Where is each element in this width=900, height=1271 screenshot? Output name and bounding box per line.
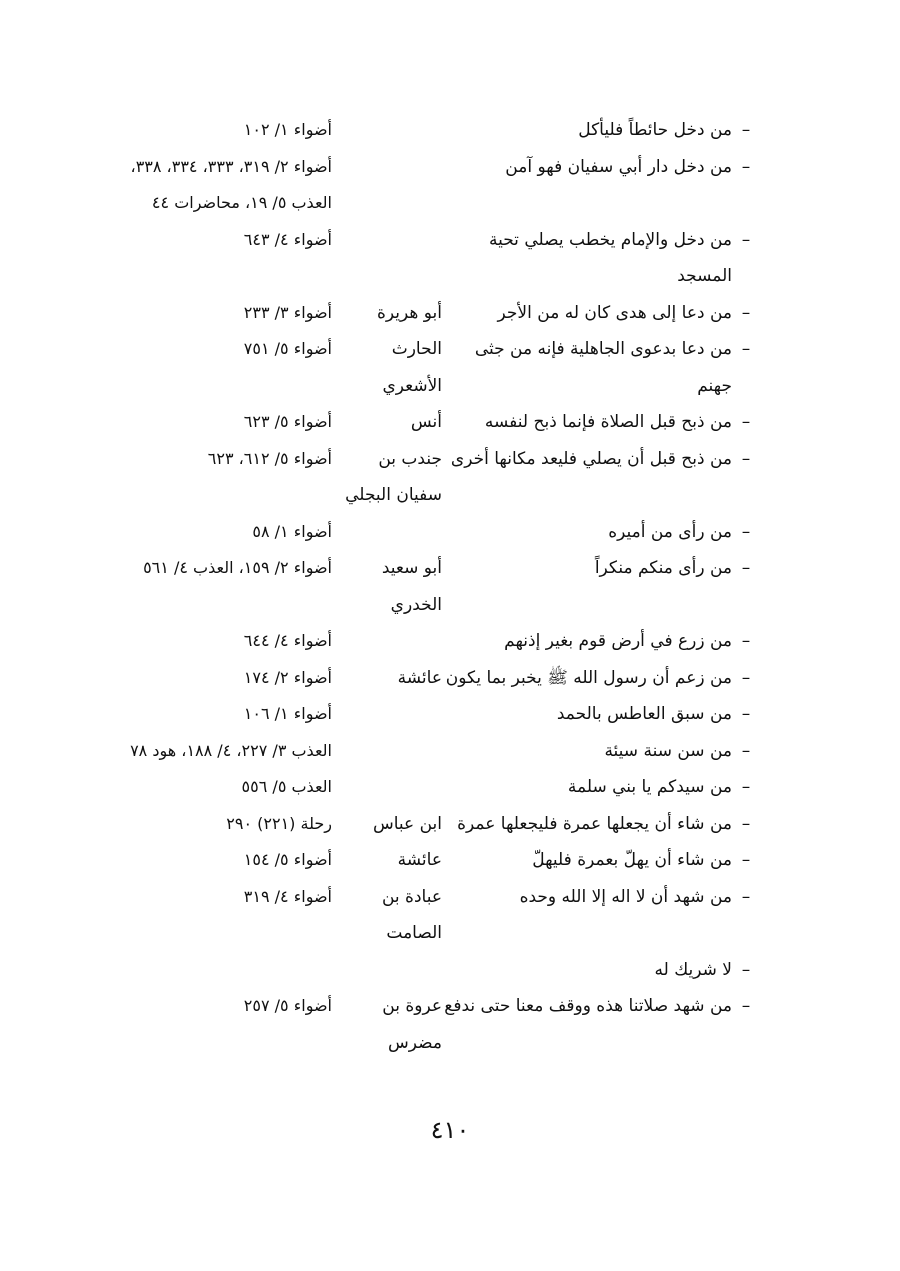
narrator: جندب بن سفيان البجلي [345, 448, 442, 505]
list-item [120, 806, 760, 843]
hadith-text: من سن سنة سيئة [604, 740, 732, 761]
hadith-text: من سيدكم يا بني سلمة [567, 777, 732, 797]
reference: أضواء ٣/ ٢٣٣ [243, 302, 332, 322]
list-item [120, 988, 760, 1061]
hadith-text: من دخل والإمام يخطب يصلي تحية المسجد [488, 229, 732, 286]
hadith-text: من شهد صلاتنا هذه ووقف معنا حتى ندفع [444, 996, 732, 1016]
list-item [120, 514, 760, 551]
list-item [120, 769, 760, 806]
reference: أضواء ٤/ ٦٤٣ [243, 229, 332, 249]
list-item [120, 623, 760, 660]
list-item [120, 733, 760, 770]
narrator: عائشة [397, 667, 442, 688]
list-item [120, 696, 760, 733]
reference: العذب ٣/ ٢٢٧، ٤/ ١٨٨، هود ٧٨ [130, 740, 332, 760]
entry-dash: – [741, 302, 751, 323]
entry-dash: – [741, 704, 751, 724]
reference: أضواء ٤/ ٣١٩ [243, 886, 332, 906]
hadith-text: من ذبح قبل الصلاة فإنما ذبح لنفسه [484, 412, 732, 432]
hadith-text: لا شريك له [654, 959, 732, 980]
list-item [120, 112, 760, 149]
entry-dash: – [741, 996, 751, 1016]
entry-dash: – [741, 412, 751, 432]
hadith-text: من دعا إلى هدى كان له من الأجر [497, 302, 732, 323]
entry-dash: – [741, 813, 751, 834]
narrator: عروة بن مضرس [382, 996, 442, 1053]
hadith-text: من زرع في أرض قوم بغير إذنهم [504, 631, 732, 651]
entry-dash: – [741, 667, 751, 688]
narrator: أبو سعيد الخدري [381, 558, 442, 615]
list-item [120, 441, 760, 514]
list-item [120, 295, 760, 332]
hadith-text: من دخل حائطاً فليأكل [578, 120, 732, 140]
reference: أضواء ٥/ ٦٢٣ [243, 412, 332, 431]
hadith-text: من شاء أن يهلّ بعمرة فليهلّ [532, 850, 732, 870]
page-number: ٤١٠ [430, 1116, 470, 1144]
reference: أضواء ٥/ ٢٥٧ [243, 996, 332, 1015]
entry-dash: – [741, 850, 751, 870]
narrator: عائشة [397, 850, 442, 870]
reference: رحلة (٢٢١) ٢٩٠ [226, 813, 332, 833]
entry-dash: – [741, 740, 751, 761]
list-item [120, 842, 760, 879]
list-item [120, 879, 760, 952]
entry-dash: – [741, 156, 751, 177]
entry-dash: – [741, 521, 751, 542]
entry-dash: – [741, 120, 751, 140]
reference: أضواء ٥/ ٦١٢، ٦٢٣ [207, 448, 332, 468]
reference: أضواء ٤/ ٦٤٤ [243, 631, 332, 650]
entry-dash: – [741, 631, 751, 651]
entry-dash: – [741, 339, 751, 359]
hadith-text: من ذبح قبل أن يصلي فليعد مكانها أخرى [450, 448, 732, 469]
reference: العذب ٥/ ٥٥٦ [241, 777, 332, 796]
entry-dash: – [741, 558, 751, 578]
list-item [120, 404, 760, 441]
hadith-text: من دعا بدعوى الجاهلية فإنه من جثى جهنم [474, 339, 732, 396]
reference: أضواء ٥/ ٧٥١ [243, 339, 332, 358]
reference: أضواء ٢/ ١٧٤ [243, 667, 332, 687]
hadith-text: من شهد أن لا اله إلا الله وحده [519, 886, 732, 907]
hadith-text: من سبق العاطس بالحمد [556, 704, 732, 724]
reference: أضواء ١/ ١٠٢ [243, 120, 332, 139]
hadith-text: من رأى منكم منكراً [594, 558, 732, 578]
list-item [120, 952, 760, 989]
entry-dash: – [741, 229, 751, 250]
entry-dash: – [741, 448, 751, 469]
entry-dash: – [741, 886, 751, 907]
hadith-text: من زعم أن رسول الله ﷺ يخبر بما يكون [445, 667, 732, 688]
list-item [120, 660, 760, 697]
hadith-text: من شاء أن يجعلها عمرة فليجعلها عمرة [457, 813, 732, 834]
reference: أضواء ١/ ٥٨ [252, 521, 332, 541]
reference: أضواء ١/ ١٠٦ [243, 704, 332, 723]
reference: أضواء ٥/ ١٥٤ [243, 850, 332, 869]
reference: أضواء ٢/ ٣١٩، ٣٣٣، ٣٣٤، ٣٣٨، العذب ٥/ ١٩، محاضرات ٤٤ [130, 156, 332, 212]
list-item [120, 550, 760, 623]
narrator: ابن عباس [372, 813, 442, 834]
entry-dash: – [741, 777, 751, 797]
narrator: أنس [410, 412, 442, 432]
list-item [120, 222, 760, 295]
narrator: عبادة بن الصامت [381, 886, 442, 943]
hadith-text: من رأى من أميره [608, 521, 732, 542]
narrator: أبو هريرة [376, 302, 442, 323]
hadith-text: من دخل دار أبي سفيان فهو آمن [505, 156, 732, 177]
hadith-index-list [120, 112, 760, 1061]
narrator: الحارث الأشعري [382, 339, 442, 396]
list-item [120, 149, 760, 222]
list-item [120, 331, 760, 404]
entry-dash: – [741, 959, 751, 980]
reference: أضواء ٢/ ١٥٩، العذب ٤/ ٥٦١ [143, 558, 332, 577]
